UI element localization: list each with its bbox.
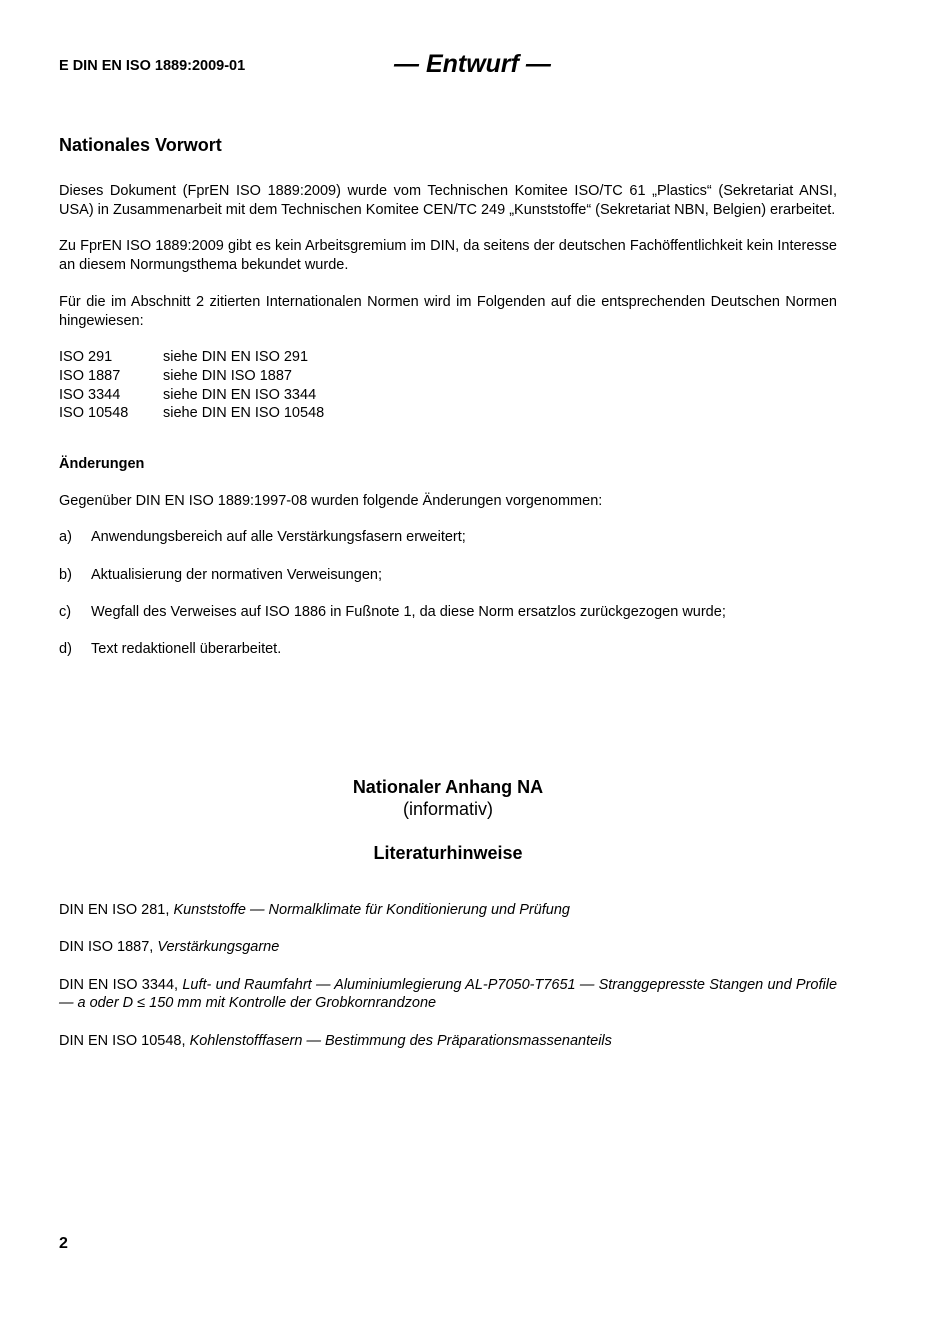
foreword-section [59,134,837,678]
iso-code: ISO 291 [59,349,113,366]
bibliography-list [59,901,837,1069]
reference-code: DIN ISO 1887, [59,939,154,956]
list-marker: d) [59,641,72,658]
reference-title: Kunststoffe — Normalklimate für Konditionierung und Prüfung [173,902,570,918]
reference-code: DIN EN ISO 10548, [59,1032,186,1049]
list-item [59,528,837,547]
din-reference: siehe DIN EN ISO 3344 [163,386,317,403]
list-item [59,603,837,622]
reference-title: Verstärkungsgarne [157,939,280,956]
list-marker: a) [59,529,72,546]
list-item [59,566,837,585]
changes-title: Änderungen [59,456,145,473]
reference-code: DIN EN ISO 3344, [59,976,179,993]
page-number: 2 [59,1235,68,1252]
norm-reference-row [59,367,324,386]
list-item-text: Anwendungsbereich auf alle Verstärkungsfasern erweitert; [91,529,466,546]
bibliography-entry [59,976,837,1013]
norm-reference-row [59,386,324,405]
norm-reference-row [59,404,324,423]
changes-intro: Gegenüber DIN EN ISO 1889:1997-08 wurden folgende Änderungen vorgenommen: [59,492,603,509]
list-marker: b) [59,566,72,583]
iso-code: ISO 1887 [59,367,121,384]
list-item-text: Aktualisierung der normativen Verweisungen; [91,566,382,583]
din-reference: siehe DIN EN ISO 10548 [163,405,325,422]
din-reference: siehe DIN EN ISO 291 [163,349,309,366]
document-id: E DIN EN ISO 1889:2009-01 [59,58,246,74]
norm-reference-table [59,348,324,423]
reference-title: Kohlenstofffasern — Bestimmung des Präparationsmassenanteils [189,1032,612,1049]
annex-title: Nationaler Anhang NA [352,777,544,797]
bibliography-entry [59,901,837,920]
draft-mark: — Entwurf — [394,50,551,78]
list-marker: c) [59,604,72,621]
din-reference: siehe DIN ISO 1887 [163,367,292,384]
list-item-text: Text redaktionell überarbeitet. [91,641,282,658]
reference-code: DIN EN ISO 281, [59,902,170,918]
annex-subtitle: (informativ) [402,799,493,819]
foreword-paragraph: Für die im Abschnitt 2 zitierten Internationalen Normen wird im Folgenden auf die entsprechenden Deutschen Normen hingewiesen: [59,293,837,329]
norm-reference-row [59,348,324,367]
list-item [59,640,837,659]
foreword-title: Nationales Vorwort [59,135,222,155]
bibliography-entry [59,1032,837,1051]
bibliography-entry [59,938,837,957]
annex-heading [59,776,837,864]
foreword-paragraph: Dieses Dokument (FprEN ISO 1889:2009) wurde vom Technischen Komitee ISO/TC 61 „Plastics“ (Sekretariat ANSI, USA) in Zusammenarbeit mit dem Technischen Komitee CEN/TC 249 „Kunststoffe“ (Sekretariat NBN, Belgien) erarbeitet. [59,183,837,218]
bibliography-title: Literaturhinweise [373,843,523,863]
foreword-paragraph: Zu FprEN ISO 1889:2009 gibt es kein Arbeitsgremium im DIN, da seitens der deutschen Fachöffentlichkeit kein Interesse an diesem Normungsthema bekundet wurde. [59,238,837,274]
list-item-text: Wegfall des Verweises auf ISO 1886 in Fußnote 1, da diese Norm ersatzlos zurückgezogen wurde; [91,604,726,621]
changes-list [59,528,837,659]
iso-code: ISO 3344 [59,386,121,403]
iso-code: ISO 10548 [59,405,129,422]
reference-title: Luft- und Raumfahrt — Aluminiumlegierung AL-P7050-T7651 — Stranggepresste Stangen und Profile — a oder D ≤ 150 mm mit Kontrolle der Grobkornrandzone [59,976,838,1012]
